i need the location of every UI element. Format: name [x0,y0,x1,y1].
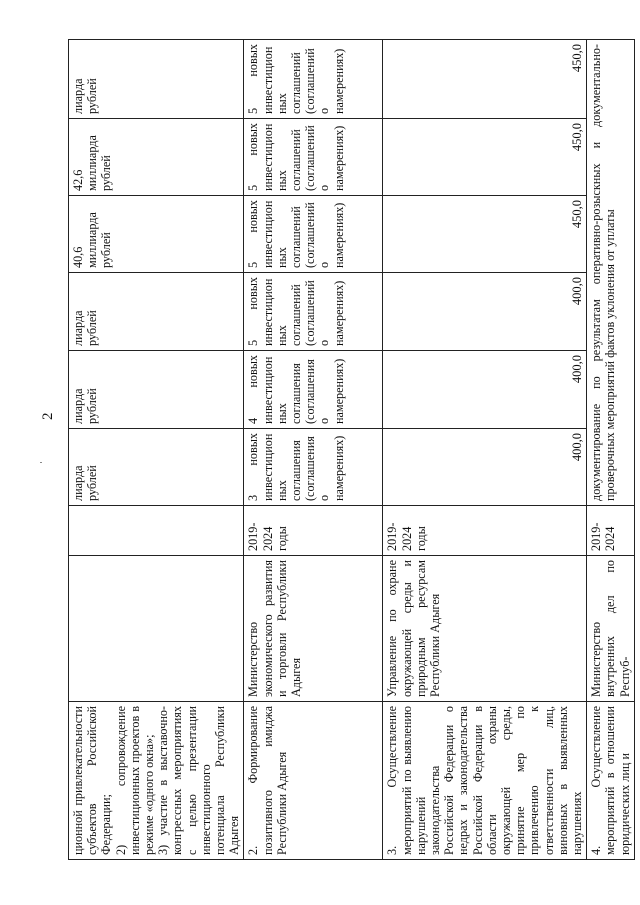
value-cell: 3 новых инвестиционных соглашения (соглашения о намерениях) [244,429,383,506]
value-cell: 5 новых инвестиционных соглашений (соглашений о намерениях) [244,119,383,196]
amount-cell: 400,0 [383,273,587,351]
page-number: 2 [40,412,56,420]
measures-table [68,39,635,860]
value-cell: лиарда рублей [69,40,244,119]
value-cell: 5 новых инвестиционных соглашений (соглашений о намерениях) [244,40,383,119]
period-cell: 2019-2024 годы [383,506,587,556]
measure-cell: 4. Осуществление мероприятий в отношении юридических лиц и [587,702,635,860]
amount-cell: 400,0 [383,429,587,506]
scan-speck [40,462,42,463]
period-cell: 2019-2024 годы [244,506,383,556]
period-cell: 2019-2024 [587,506,635,556]
table-row [244,40,383,860]
measure-cell: 2. Формирование позитивного имиджа Республики Адыгея [244,702,383,860]
amount-cell: 450,0 [383,40,587,119]
value-cell: 5 новых инвестиционных соглашений (соглашений о намерениях) [244,273,383,351]
executor-cell [69,556,244,702]
merged-description-cell: документирование по результатам оперативно-розыскных и документально-проверочных мероприятий фактов уклонения от уплаты [587,40,635,506]
rotated-table-sheet [68,40,632,860]
value-cell: 42,6 миллиарда рублей [69,119,244,196]
table-row [69,40,244,860]
value-cell: лиарда рублей [69,429,244,506]
measure-cell: ционной привлекательности субъектов Российской Федерации; 2) сопровождение инвестиционных проектов в режиме «одного окна»; 3) участие в выставочно-конгрессных мероприятиях с целью презентации инвестиционного потенциала Республики Адыгея [69,702,244,860]
table-row [587,40,635,860]
executor-cell: Управление по охране окружающей среды и природным ресурсам Республики Адыгея [383,556,587,702]
table-row [383,40,587,860]
period-cell [69,506,244,556]
amount-cell: 400,0 [383,351,587,429]
measure-cell: 3. Осуществление мероприятий по выявлению нарушений законодательства Российской Федерации о недрах и законодательства Российской Федерации в области охраны окружающей среды, принятие мер по привлечению к ответственности лиц, виновных в выявленных нарушениях [383,702,587,860]
executor-cell: Министерство экономического развития и торговли Республики Адыгея [244,556,383,702]
value-cell: 4 новых инвестиционных соглашения (соглашения о намерениях) [244,351,383,429]
executor-cell: Министерство внутренних дел по Респуб- [587,556,635,702]
amount-cell: 450,0 [383,119,587,196]
value-cell: 5 новых инвестиционных соглашений (соглашений о намерениях) [244,196,383,273]
amount-cell: 450,0 [383,196,587,273]
value-cell: лиарда рублей [69,273,244,351]
value-cell: лиарда рублей [69,351,244,429]
value-cell: 40,6 миллиарда рублей [69,196,244,273]
